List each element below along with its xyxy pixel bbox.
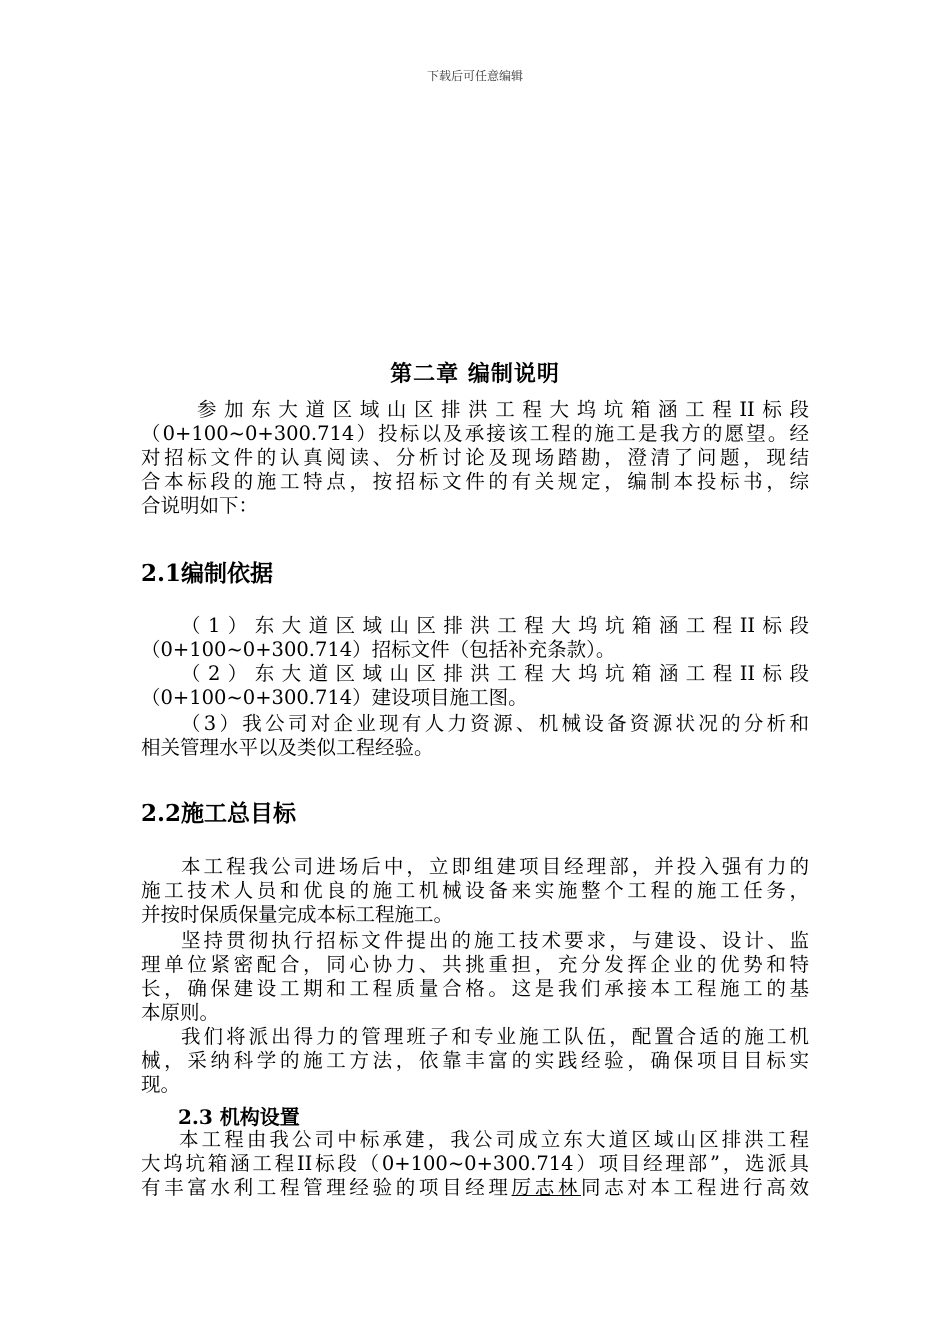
goal-paragraph-3 bbox=[141, 1025, 809, 1097]
section-heading-2-2: 2.2施工总目标 bbox=[141, 800, 297, 827]
goal-line: 械，采纳科学的施工方法，依靠丰富的实践经验，确保项目目标实 bbox=[141, 1049, 809, 1072]
basis-line: （1）东大道区域山区排洪工程大坞坑箱涵工程II标段 bbox=[181, 614, 809, 637]
org-line-text: 有丰富水利工程管理经验的项目经理 bbox=[141, 1176, 512, 1199]
intro-line: 合本标段的施工特点，按招标文件的有关规定，编制本投标书，综 bbox=[141, 470, 809, 493]
intro-line: （0+100~0+300.714）投标以及承接该工程的施工是我方的愿望。经 bbox=[141, 422, 809, 445]
goal-line: 现。 bbox=[141, 1073, 181, 1096]
goal-line: 施工技术人员和优良的施工机械设备来实施整个工程的施工任务， bbox=[141, 879, 809, 902]
goal-line: 本工程我公司进场后中，立即组建项目经理部，并投入强有力的 bbox=[181, 855, 809, 878]
basis-item-1 bbox=[141, 614, 809, 662]
goal-line: 本原则。 bbox=[141, 1001, 220, 1024]
chapter-title: 第二章 编制说明 bbox=[390, 361, 560, 387]
intro-line: 合说明如下： bbox=[141, 494, 259, 517]
goal-line: 我们将派出得力的管理班子和专业施工队伍，配置合适的施工机 bbox=[181, 1025, 809, 1048]
basis-item-2 bbox=[141, 662, 809, 710]
org-paragraph bbox=[141, 1128, 809, 1200]
org-line: 大坞坑箱涵工程II标段（0+100~0+300.714）项目经理部”，选派具 bbox=[141, 1152, 809, 1175]
org-line-text: 同志对本工程进行高效 bbox=[581, 1176, 809, 1199]
manager-name: 厉志林 bbox=[511, 1176, 582, 1199]
goal-line: 并按时保质保量完成本标工程施工。 bbox=[141, 903, 454, 926]
intro-paragraph bbox=[141, 398, 809, 518]
org-line: 本工程由我公司中标承建，我公司成立东大道区域山区排洪工程 bbox=[179, 1128, 809, 1151]
intro-line: 参加东大道区域山区排洪工程大坞坑箱涵工程II标段 bbox=[197, 398, 809, 421]
basis-item-3 bbox=[141, 712, 809, 760]
goal-paragraph-1 bbox=[141, 855, 809, 927]
intro-line: 对招标文件的认真阅读、分析讨论及现场踏勘，澄清了问题，现结 bbox=[141, 446, 809, 469]
basis-line: （3）我公司对企业现有人力资源、机械设备资源状况的分析和 bbox=[181, 712, 809, 735]
header-note: 下载后可任意编辑 bbox=[426, 69, 523, 83]
section-heading-2-1: 2.1编制依据 bbox=[141, 560, 274, 587]
basis-line: （0+100~0+300.714）建设项目施工图。 bbox=[141, 686, 528, 709]
org-line bbox=[141, 1176, 809, 1200]
basis-line: （0+100~0+300.714）招标文件（包括补充条款）。 bbox=[141, 638, 616, 661]
goal-paragraph-2 bbox=[141, 929, 809, 1025]
goal-line: 理单位紧密配合，同心协力、共挑重担，充分发挥企业的优势和特 bbox=[141, 953, 809, 976]
goal-line: 长，确保建设工期和工程质量合格。这是我们承接本工程施工的基 bbox=[141, 977, 809, 1000]
basis-line: 相关管理水平以及类似工程经验。 bbox=[141, 736, 434, 759]
basis-line: （2）东大道区域山区排洪工程大坞坑箱涵工程II标段 bbox=[181, 662, 809, 685]
section-heading-2-3: 2.3 机构设置 bbox=[178, 1105, 300, 1129]
goal-line: 坚持贯彻执行招标文件提出的施工技术要求，与建设、设计、监 bbox=[181, 929, 809, 952]
